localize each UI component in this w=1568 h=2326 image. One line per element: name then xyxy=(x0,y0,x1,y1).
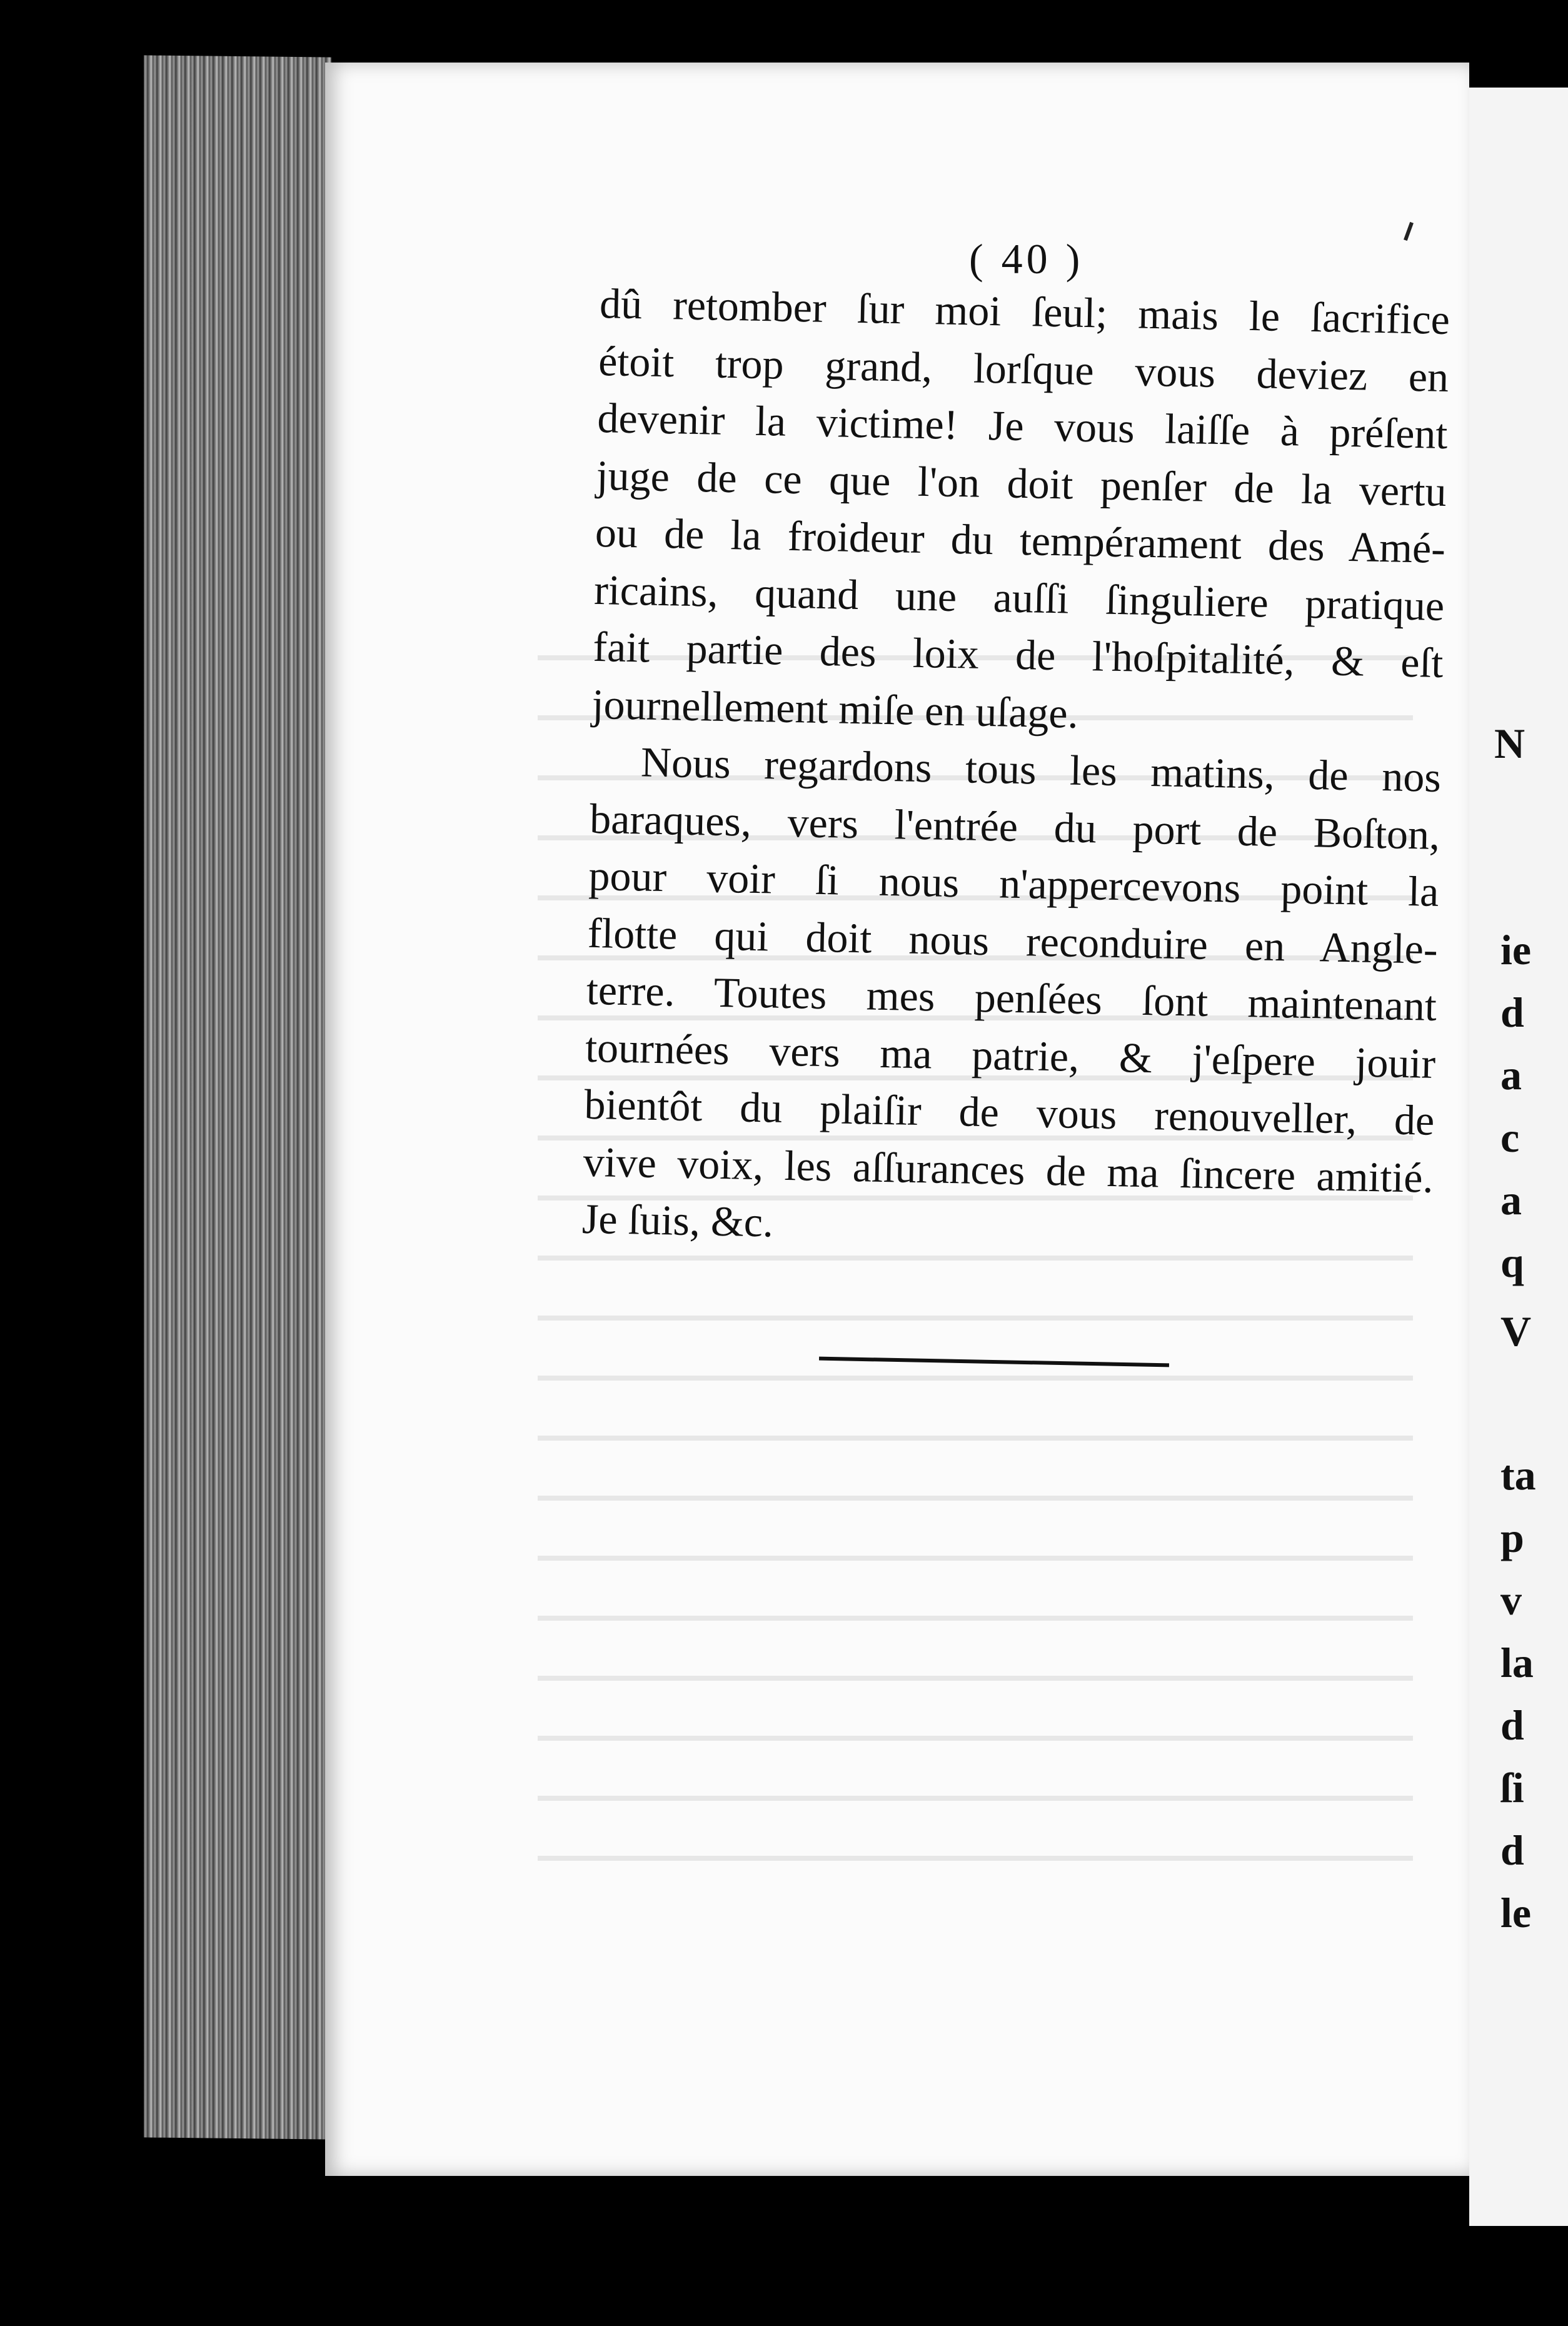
text-line: journellement miſe en uſage. xyxy=(591,680,1079,737)
text-line: terre. Toutes mes penſées ſont maintenant xyxy=(586,965,1437,1030)
adjacent-fragment: d xyxy=(1500,1826,1524,1874)
adjacent-fragment: p xyxy=(1500,1514,1524,1561)
text-line: dû retomber ſur moi ſeul; mais le ſacrifice xyxy=(599,279,1450,344)
text-line: devenir la victime! Je vous laiſſe à préſent xyxy=(596,393,1449,458)
adjacent-fragment: q xyxy=(1500,1239,1524,1286)
adjacent-fragment: le xyxy=(1500,1889,1532,1936)
text-line: ou de la froideur du tempérament des Amé- xyxy=(595,508,1446,573)
page-number: ( 40 ) xyxy=(969,235,1084,283)
adjacent-fragment: ſi xyxy=(1500,1764,1524,1811)
text-line: flotte qui doit nous reconduire en Angle- xyxy=(587,909,1439,973)
text-line: étoit trop grand, lorſque vous deviez en xyxy=(598,336,1449,401)
adjacent-fragment: ta xyxy=(1500,1451,1536,1499)
adjacent-fragment: v xyxy=(1500,1576,1522,1624)
adjacent-fragment: c xyxy=(1500,1114,1520,1161)
adjacent-fragment: N xyxy=(1494,720,1525,767)
text-line: ricains, quand une auſſi ſinguliere pratique xyxy=(593,565,1445,630)
adjacent-fragment: la xyxy=(1500,1639,1534,1686)
text-line: baraques, vers l'entrée du port de Boſton, xyxy=(589,794,1440,858)
adjacent-fragment: a xyxy=(1500,1176,1522,1224)
text-line: bientôt du plaiſir de vous renouveller, de xyxy=(583,1080,1435,1144)
text-line: pour voir ſi nous n'appercevons point la xyxy=(588,851,1440,915)
adjacent-page xyxy=(1469,88,1568,2226)
body-text xyxy=(581,275,1450,1264)
text-line: tournées vers ma patrie, & j'eſpere jouir xyxy=(585,1023,1436,1087)
book-page-edges xyxy=(144,55,331,2139)
text-line: Je ſuis, &c. xyxy=(581,1194,774,1246)
text-line: fait partie des loix de l'hoſpitalité, & eſt xyxy=(592,622,1444,687)
adjacent-fragment: d xyxy=(1500,989,1524,1036)
text-line: juge de ce que l'on doit penſer de la vertu xyxy=(596,451,1447,515)
text-line: Nous regardons tous les matins, de nos xyxy=(640,738,1442,801)
adjacent-fragment: d xyxy=(1500,1701,1524,1749)
adjacent-fragment: V xyxy=(1500,1307,1532,1355)
adjacent-fragment: a xyxy=(1500,1051,1522,1099)
text-line: vive voix, les aſſurances de ma ſincere amitié. xyxy=(583,1137,1434,1202)
adjacent-fragment: ie xyxy=(1500,926,1532,974)
